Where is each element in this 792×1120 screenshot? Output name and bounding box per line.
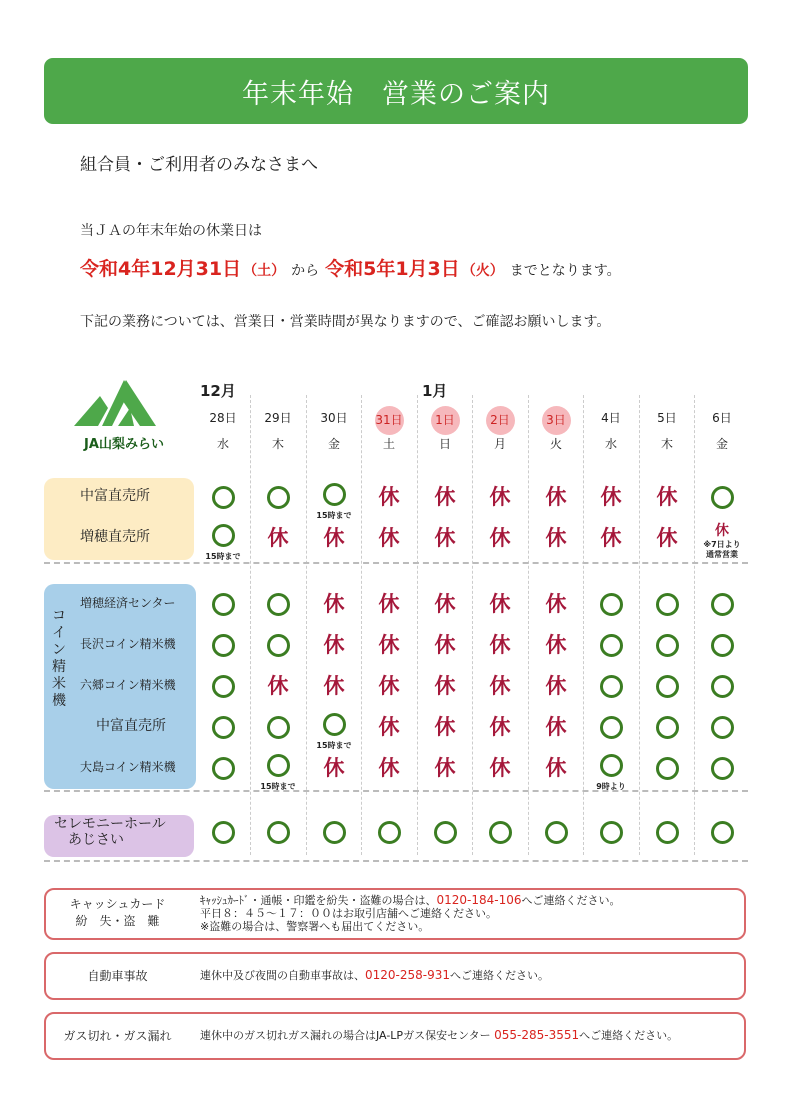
day-date: 29日: [264, 411, 292, 425]
closed-mark: [361, 674, 417, 698]
closed-mark: [528, 715, 584, 739]
closed-label: 休: [545, 592, 567, 616]
closed-label: 休: [656, 526, 678, 550]
divider-2: [44, 790, 748, 792]
open-circle-icon: [600, 675, 623, 698]
hours-note: 15時まで: [260, 782, 296, 791]
open-mark: [472, 821, 528, 848]
day-column-header: [195, 406, 251, 452]
divider-1: [44, 562, 748, 564]
closed-mark: [583, 526, 639, 550]
closed-label: 休: [434, 715, 456, 739]
closed-label: 休: [600, 526, 622, 550]
day-column-header: [472, 406, 528, 452]
closed-mark: [472, 756, 528, 780]
open-circle-icon: [212, 821, 235, 844]
open-circle-icon: [434, 821, 457, 844]
info-line-text: 平日８：４５～１７：００はお取引店舗へご連絡ください。: [200, 907, 497, 920]
closed-label: 休: [378, 633, 400, 657]
day-column-header: [639, 406, 695, 452]
open-partial-mark: [306, 483, 362, 521]
open-circle-icon: [323, 483, 346, 506]
open-circle-icon: [267, 754, 290, 777]
row-label: 増穂経済センター: [80, 596, 176, 610]
open-mark: [694, 486, 750, 513]
closed-label: 休: [545, 715, 567, 739]
day-column-header: [361, 406, 417, 452]
day-number: [306, 406, 362, 430]
weekday: 水: [604, 437, 617, 451]
open-circle-icon: [600, 821, 623, 844]
closed-label: 休: [545, 674, 567, 698]
open-circle-icon: [267, 821, 290, 844]
hours-note: ※7日より 通常営業: [703, 540, 741, 559]
day-number: [195, 406, 251, 430]
weekday: 水: [216, 437, 229, 451]
open-mark: [639, 675, 695, 702]
info-text: [200, 1029, 740, 1042]
info-line-tail: へご連絡ください。: [521, 894, 621, 907]
ja-logo: [68, 378, 180, 456]
open-circle-icon: [267, 634, 290, 657]
open-mark: [417, 821, 473, 848]
column-separator: [694, 395, 695, 855]
open-mark: [306, 821, 362, 848]
closed-mark: [472, 592, 528, 616]
open-mark: [195, 634, 251, 661]
closed-mark: [361, 756, 417, 780]
day-column-header: [306, 406, 362, 452]
closed-mark: [583, 485, 639, 509]
weekday: 木: [271, 437, 284, 451]
info-line: [200, 969, 740, 982]
open-circle-icon: [212, 675, 235, 698]
holiday-date: 1日: [431, 406, 460, 435]
open-mark: [639, 757, 695, 784]
closed-mark: [528, 674, 584, 698]
open-mark: [639, 593, 695, 620]
closed-label: 休: [323, 674, 345, 698]
closed-mark: [417, 756, 473, 780]
closed-label: 休: [715, 523, 729, 539]
closed-mark: [528, 633, 584, 657]
open-partial-mark: [195, 524, 251, 562]
day-number: [639, 406, 695, 430]
open-mark: [250, 634, 306, 661]
info-line-text: 連休中のガス切れガス漏れの場合はJA-LPガス保安センター: [200, 1029, 495, 1042]
closed-mark: [417, 674, 473, 698]
open-circle-icon: [711, 593, 734, 616]
divider-3: [44, 860, 748, 862]
intro-text: 当ＪＡの年末年始の休業日は: [80, 223, 262, 239]
closed-mark: [361, 633, 417, 657]
closed-label: 休: [434, 633, 456, 657]
open-circle-icon: [656, 716, 679, 739]
period-end: 令和5年1月3日: [325, 258, 460, 280]
closed-mark: [528, 592, 584, 616]
row-label: 六郷コイン精米機: [80, 678, 176, 692]
closed-mark: [472, 485, 528, 509]
logo-text: JA山梨みらい: [84, 437, 164, 452]
closed-label: 休: [323, 756, 345, 780]
closed-label: 休: [323, 526, 345, 550]
row-label: 増穂直売所: [80, 529, 150, 545]
closed-label: 休: [489, 756, 511, 780]
open-circle-icon: [711, 821, 734, 844]
closed-label: 休: [600, 485, 622, 509]
open-circle-icon: [600, 634, 623, 657]
day-column-header: [528, 406, 584, 452]
open-circle-icon: [656, 757, 679, 780]
greeting: 組合員・ご利用者のみなさまへ: [80, 155, 318, 175]
period-start: 令和4年12月31日: [80, 258, 242, 280]
weekday: 木: [660, 437, 673, 451]
column-separator: [528, 395, 529, 855]
hours-note: 15時まで: [316, 741, 352, 750]
period-start-day: （土）: [243, 263, 286, 279]
closed-mark: [639, 485, 695, 509]
closed-mark: [639, 526, 695, 550]
month-jan: 1月: [422, 382, 448, 400]
open-circle-icon: [711, 675, 734, 698]
open-mark: [583, 675, 639, 702]
info-line-text: ※盗難の場合は、警察署へも届出てください。: [200, 920, 430, 933]
closed-mark: [361, 715, 417, 739]
closed-label: 休: [434, 485, 456, 509]
hours-note: 15時まで: [316, 511, 352, 520]
info-line: [200, 920, 740, 933]
open-mark: [195, 593, 251, 620]
open-circle-icon: [267, 716, 290, 739]
closed-label: 休: [378, 715, 400, 739]
open-circle-icon: [323, 713, 346, 736]
hours-note: 9時より: [596, 782, 626, 791]
open-mark: [583, 634, 639, 661]
phone-number[interactable]: 0120-258-931: [365, 968, 451, 982]
period-tail: までとなります。: [509, 263, 621, 279]
open-partial-mark: [306, 713, 362, 751]
info-line: [200, 894, 740, 907]
holiday-date: 31日: [375, 406, 404, 435]
weekday: 金: [715, 437, 728, 451]
info-line: [200, 907, 740, 920]
info-text: [200, 894, 740, 933]
column-separator: [417, 395, 418, 855]
column-separator: [472, 395, 473, 855]
open-circle-icon: [267, 593, 290, 616]
coin-group-label: コイン精米機: [52, 608, 66, 709]
column-separator: [306, 395, 307, 855]
open-circle-icon: [656, 634, 679, 657]
info-line-text: 連休中及び夜間の自動車事故は、: [200, 969, 365, 982]
row-label: セレモニーホール あじさい: [54, 816, 166, 848]
holiday-date: 2日: [486, 406, 515, 435]
open-circle-icon: [600, 754, 623, 777]
closed-label: 休: [378, 526, 400, 550]
closed-mark: [417, 526, 473, 550]
open-circle-icon: [267, 486, 290, 509]
day-number: [361, 406, 417, 430]
info-line-tail: へご連絡ください。: [579, 1029, 679, 1042]
open-mark: [639, 821, 695, 848]
open-circle-icon: [323, 821, 346, 844]
closed-label: 休: [434, 526, 456, 550]
open-circle-icon: [711, 716, 734, 739]
open-circle-icon: [545, 821, 568, 844]
weekday: 土: [382, 437, 395, 451]
open-circle-icon: [600, 593, 623, 616]
closed-label: 休: [323, 592, 345, 616]
row-label: 大島コイン精米機: [80, 760, 176, 774]
day-column-header: [250, 406, 306, 452]
open-mark: [250, 486, 306, 513]
day-date: 5日: [657, 411, 677, 425]
open-mark: [195, 486, 251, 513]
open-mark: [583, 821, 639, 848]
closed-mark: [694, 520, 750, 560]
closed-mark: [306, 526, 362, 550]
closed-label: 休: [378, 592, 400, 616]
closed-label: 休: [378, 674, 400, 698]
day-number: [472, 406, 528, 430]
day-column-header: [583, 406, 639, 452]
closed-label: 休: [267, 674, 289, 698]
open-circle-icon: [212, 593, 235, 616]
closed-label: 休: [378, 485, 400, 509]
day-date: 4日: [601, 411, 621, 425]
closed-label: 休: [545, 633, 567, 657]
day-number: [528, 406, 584, 430]
closed-mark: [472, 633, 528, 657]
open-mark: [195, 716, 251, 743]
day-number: [417, 406, 473, 430]
open-mark: [694, 757, 750, 784]
closed-label: 休: [434, 756, 456, 780]
row-label: 長沢コイン精米機: [80, 637, 176, 651]
closed-mark: [472, 526, 528, 550]
column-separator: [639, 395, 640, 855]
closed-mark: [306, 674, 362, 698]
day-date: 30日: [320, 411, 348, 425]
open-circle-icon: [711, 486, 734, 509]
open-circle-icon: [656, 593, 679, 616]
column-separator: [361, 395, 362, 855]
open-circle-icon: [212, 634, 235, 657]
closed-label: 休: [489, 592, 511, 616]
open-mark: [195, 675, 251, 702]
info-line-tail: へご連絡ください。: [450, 969, 550, 982]
title-banner: [44, 58, 748, 124]
open-circle-icon: [489, 821, 512, 844]
day-number: [250, 406, 306, 430]
row-label: 中富直売所: [80, 488, 150, 504]
day-date: 28日: [209, 411, 237, 425]
closed-label: 休: [489, 633, 511, 657]
weekday: 火: [549, 437, 562, 451]
open-mark: [694, 634, 750, 661]
open-mark: [250, 593, 306, 620]
open-mark: [195, 757, 251, 784]
period-mid: から: [291, 263, 320, 279]
open-mark: [361, 821, 417, 848]
day-column-header: [417, 406, 473, 452]
notice-text: 下記の業務については、営業日・営業時間が異なりますので、ご確認お願いします。: [80, 314, 611, 330]
closed-mark: [417, 592, 473, 616]
closed-mark: [528, 756, 584, 780]
month-dec: 12月: [200, 382, 236, 400]
closed-label: 休: [267, 526, 289, 550]
open-mark: [694, 593, 750, 620]
open-mark: [639, 716, 695, 743]
day-number: [694, 406, 750, 430]
weekday: 金: [327, 437, 340, 451]
open-mark: [694, 716, 750, 743]
phone-number[interactable]: 0120-184-106: [436, 893, 522, 907]
closed-mark: [417, 633, 473, 657]
open-circle-icon: [378, 821, 401, 844]
closed-mark: [528, 526, 584, 550]
closed-label: 休: [545, 485, 567, 509]
open-mark: [583, 716, 639, 743]
open-circle-icon: [600, 716, 623, 739]
closed-label: 休: [489, 715, 511, 739]
open-circle-icon: [212, 486, 235, 509]
open-circle-icon: [212, 716, 235, 739]
open-circle-icon: [711, 634, 734, 657]
open-circle-icon: [212, 757, 235, 780]
open-mark: [195, 821, 251, 848]
closed-mark: [528, 485, 584, 509]
closed-label: 休: [489, 674, 511, 698]
day-column-header: [694, 406, 750, 452]
closed-mark: [472, 674, 528, 698]
info-label: 自動車事故: [87, 969, 148, 983]
open-mark: [250, 716, 306, 743]
info-text: [200, 969, 740, 982]
closed-mark: [472, 715, 528, 739]
closed-mark: [250, 674, 306, 698]
open-mark: [583, 593, 639, 620]
row-label: 中富直売所: [96, 718, 166, 734]
period-end-day: （火）: [461, 263, 504, 279]
info-label: ガス切れ・ガス漏れ: [63, 1029, 172, 1043]
closed-mark: [306, 633, 362, 657]
open-mark: [528, 821, 584, 848]
closed-mark: [361, 485, 417, 509]
holiday-period: [80, 254, 621, 281]
closed-mark: [361, 526, 417, 550]
holiday-date: 3日: [542, 406, 571, 435]
closed-label: 休: [434, 674, 456, 698]
day-number: [583, 406, 639, 430]
closed-mark: [417, 485, 473, 509]
closed-label: 休: [545, 756, 567, 780]
info-line-text: ｷｬｯｼｭｶｰﾄﾞ・通帳・印鑑を紛失・盗難の場合は、: [200, 894, 437, 907]
weekday: 月: [493, 437, 506, 451]
closed-mark: [306, 756, 362, 780]
hours-note: 15時まで: [205, 552, 241, 561]
closed-mark: [417, 715, 473, 739]
open-partial-mark: [250, 754, 306, 792]
closed-label: 休: [323, 633, 345, 657]
phone-number[interactable]: 055-285-3551: [494, 1028, 580, 1042]
page-title: 年末年始 営業のご案内: [242, 78, 550, 110]
open-circle-icon: [212, 524, 235, 547]
open-circle-icon: [656, 675, 679, 698]
closed-label: 休: [378, 756, 400, 780]
weekday: 日: [438, 437, 451, 451]
closed-mark: [361, 592, 417, 616]
closed-label: 休: [489, 526, 511, 550]
closed-mark: [306, 592, 362, 616]
closed-label: 休: [545, 526, 567, 550]
closed-mark: [250, 526, 306, 550]
open-circle-icon: [656, 821, 679, 844]
info-label: キャッシュカード 紛 失・盗 難: [69, 897, 166, 928]
closed-label: 休: [489, 485, 511, 509]
closed-label: 休: [434, 592, 456, 616]
day-date: 6日: [712, 411, 732, 425]
open-mark: [694, 821, 750, 848]
open-mark: [694, 675, 750, 702]
open-circle-icon: [711, 757, 734, 780]
open-partial-mark: [583, 754, 639, 792]
open-mark: [639, 634, 695, 661]
open-mark: [250, 821, 306, 848]
closed-label: 休: [656, 485, 678, 509]
info-line: [200, 1029, 740, 1042]
